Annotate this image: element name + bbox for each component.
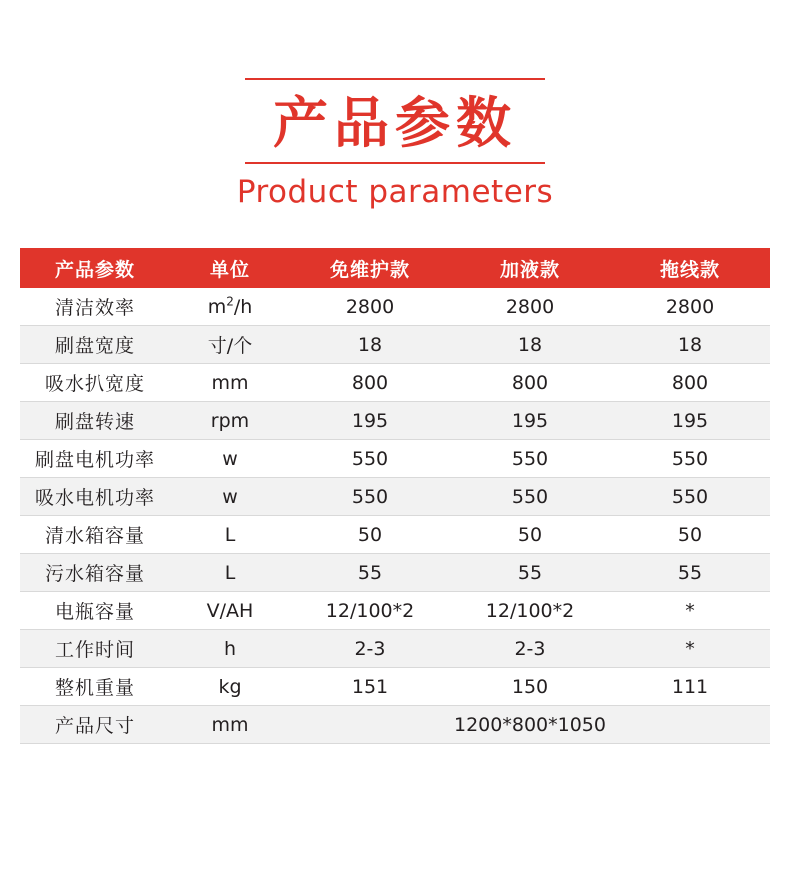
row-label: 吸水扒宽度 bbox=[20, 364, 170, 402]
row-value-model-3: 111 bbox=[610, 668, 770, 706]
row-value-model-2: 2800 bbox=[450, 288, 610, 326]
table-header-row bbox=[20, 248, 770, 288]
spec-table-body bbox=[20, 288, 770, 744]
table-row bbox=[20, 440, 770, 478]
row-value-model-3: * bbox=[610, 630, 770, 668]
row-value-model-3: 2800 bbox=[610, 288, 770, 326]
row-unit: L bbox=[170, 554, 290, 592]
row-value-model-1: 55 bbox=[290, 554, 450, 592]
row-label: 清洁效率 bbox=[20, 288, 170, 326]
row-value-model-2: 12/100*2 bbox=[450, 592, 610, 630]
row-value-model-2: 195 bbox=[450, 402, 610, 440]
table-row bbox=[20, 288, 770, 326]
row-label: 刷盘电机功率 bbox=[20, 440, 170, 478]
row-unit: L bbox=[170, 516, 290, 554]
row-unit: kg bbox=[170, 668, 290, 706]
row-unit: V/AH bbox=[170, 592, 290, 630]
column-header-model-3: 拖线款 bbox=[610, 248, 770, 288]
table-row bbox=[20, 364, 770, 402]
row-value-model-3: 50 bbox=[610, 516, 770, 554]
unit-superscript: 2 bbox=[226, 294, 234, 309]
row-label: 电瓶容量 bbox=[20, 592, 170, 630]
spec-table-wrapper bbox=[20, 248, 770, 744]
row-value-dimensions: 1200*800*1050 bbox=[290, 706, 770, 744]
unit-tail: /h bbox=[233, 295, 253, 318]
page-title: 产品参数 bbox=[272, 91, 517, 155]
row-label: 刷盘宽度 bbox=[20, 326, 170, 364]
row-value-model-2: 150 bbox=[450, 668, 610, 706]
row-label: 整机重量 bbox=[20, 668, 170, 706]
row-value-model-3: * bbox=[610, 592, 770, 630]
row-value-model-1: 2-3 bbox=[290, 630, 450, 668]
table-row bbox=[20, 516, 770, 554]
row-label: 吸水电机功率 bbox=[20, 478, 170, 516]
table-row bbox=[20, 402, 770, 440]
page-subtitle: Product parameters bbox=[236, 174, 554, 210]
column-header-model-1: 免维护款 bbox=[290, 248, 450, 288]
table-row bbox=[20, 630, 770, 668]
title-bottom-rule bbox=[245, 162, 545, 164]
row-label: 污水箱容量 bbox=[20, 554, 170, 592]
row-value-model-1: 12/100*2 bbox=[290, 592, 450, 630]
column-header-param: 产品参数 bbox=[20, 248, 170, 288]
row-unit: w bbox=[170, 440, 290, 478]
row-unit bbox=[170, 288, 290, 326]
table-row bbox=[20, 592, 770, 630]
title-top-rule bbox=[245, 78, 545, 80]
row-value-model-3: 55 bbox=[610, 554, 770, 592]
title-block bbox=[231, 78, 559, 214]
row-unit: w bbox=[170, 478, 290, 516]
spec-table-head bbox=[20, 248, 770, 288]
table-row bbox=[20, 478, 770, 516]
row-unit: mm bbox=[170, 364, 290, 402]
row-unit: 寸/个 bbox=[170, 326, 290, 364]
row-value-model-2: 55 bbox=[450, 554, 610, 592]
row-value-model-1: 195 bbox=[290, 402, 450, 440]
row-unit: h bbox=[170, 630, 290, 668]
table-row bbox=[20, 554, 770, 592]
row-value-model-1: 800 bbox=[290, 364, 450, 402]
row-value-model-3: 550 bbox=[610, 478, 770, 516]
row-unit: mm bbox=[170, 706, 290, 744]
row-value-model-2: 18 bbox=[450, 326, 610, 364]
row-value-model-2: 550 bbox=[450, 440, 610, 478]
row-value-model-2: 50 bbox=[450, 516, 610, 554]
column-header-unit: 单位 bbox=[170, 248, 290, 288]
row-value-model-2: 800 bbox=[450, 364, 610, 402]
page-header bbox=[0, 0, 790, 214]
table-row bbox=[20, 326, 770, 364]
row-value-model-1: 18 bbox=[290, 326, 450, 364]
row-label: 产品尺寸 bbox=[20, 706, 170, 744]
unit-base: m bbox=[207, 295, 227, 318]
row-value-model-1: 50 bbox=[290, 516, 450, 554]
row-label: 工作时间 bbox=[20, 630, 170, 668]
row-value-model-2: 2-3 bbox=[450, 630, 610, 668]
row-value-model-1: 550 bbox=[290, 440, 450, 478]
table-row-dimensions bbox=[20, 706, 770, 744]
row-value-model-1: 550 bbox=[290, 478, 450, 516]
row-value-model-3: 195 bbox=[610, 402, 770, 440]
row-value-model-3: 800 bbox=[610, 364, 770, 402]
row-label: 清水箱容量 bbox=[20, 516, 170, 554]
spec-table bbox=[20, 248, 770, 744]
row-unit: rpm bbox=[170, 402, 290, 440]
row-value-model-3: 550 bbox=[610, 440, 770, 478]
row-label: 刷盘转速 bbox=[20, 402, 170, 440]
table-row bbox=[20, 668, 770, 706]
row-value-model-1: 2800 bbox=[290, 288, 450, 326]
row-value-model-2: 550 bbox=[450, 478, 610, 516]
row-value-model-3: 18 bbox=[610, 326, 770, 364]
column-header-model-2: 加液款 bbox=[450, 248, 610, 288]
row-value-model-1: 151 bbox=[290, 668, 450, 706]
